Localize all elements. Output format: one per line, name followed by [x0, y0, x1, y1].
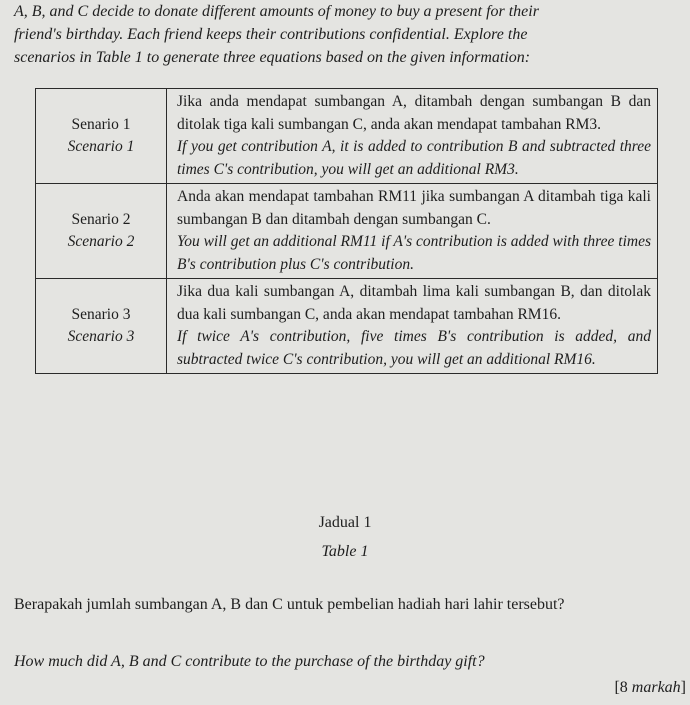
marks-close-bracket: ] — [680, 679, 686, 696]
question-en: How much did A, B and C contribute to the purchase of the birthday gift? — [14, 653, 485, 670]
marks-open-bracket: [ — [614, 679, 620, 696]
scenario-label-cell — [36, 184, 167, 279]
scenario-text-en: You will get an additional RM11 if A's contribution is added with three times B's contribution plus C's contribution. — [177, 233, 651, 273]
scenario-text-ms: Jika anda mendapat sumbangan A, ditambah dengan sumbangan B dan ditolak tiga kali sumbangan C, anda akan mendapat tambahan RM3. — [177, 93, 651, 133]
intro-line: friend's birthday. Each friend keeps their contributions confidential. Explore the — [14, 26, 528, 43]
scenario-description-cell — [167, 184, 658, 279]
scenario-label-en: Scenario 2 — [67, 233, 135, 250]
scenario-label-en: Scenario 1 — [67, 138, 135, 155]
scenario-label-ms: Senario 2 — [71, 211, 131, 228]
scenario-label-ms: Senario 1 — [71, 116, 131, 133]
scenario-label-ms: Senario 3 — [71, 306, 131, 323]
marks-value: 8 — [619, 679, 628, 696]
intro-line: scenarios in Table 1 to generate three equations based on the given information: — [14, 49, 531, 66]
scenario-table — [35, 88, 658, 374]
table-caption-en: Table 1 — [321, 543, 369, 560]
intro-line: A, B, and C decide to donate different amounts of money to buy a present for their — [14, 3, 539, 20]
scenario-text-ms: Jika dua kali sumbangan A, ditambah lima kali sumbangan B, dan ditolak dua kali sumbangan C, anda akan mendapat tambahan RM16. — [177, 283, 651, 323]
table-row — [36, 89, 658, 184]
question-ms: Berapakah jumlah sumbangan A, B dan C untuk pembelian hadiah hari lahir tersebut? — [14, 596, 565, 613]
marks-label — [614, 679, 686, 697]
scenario-text-ms: Anda akan mendapat tambahan RM11 jika sumbangan A ditambah tiga kali sumbangan B dan ditambah dengan sumbangan C. — [177, 188, 651, 228]
scenario-description-cell — [167, 89, 658, 184]
table-row — [36, 279, 658, 374]
table-caption-ms: Jadual 1 — [318, 514, 372, 531]
scenario-text-en: If twice A's contribution, five times B's contribution is added, and subtracted twice C's contribution, you will get an additional RM16. — [177, 328, 651, 368]
scenario-label-cell — [36, 89, 167, 184]
scenario-description-cell — [167, 279, 658, 374]
intro-paragraph — [14, 0, 648, 69]
scenario-label-en: Scenario 3 — [67, 328, 135, 345]
marks-word: markah — [631, 679, 681, 696]
scenario-text-en: If you get contribution A, it is added to contribution B and subtracted three times C's contribution, you will get an additional RM3. — [177, 138, 651, 178]
scenario-label-cell — [36, 279, 167, 374]
table-row — [36, 184, 658, 279]
